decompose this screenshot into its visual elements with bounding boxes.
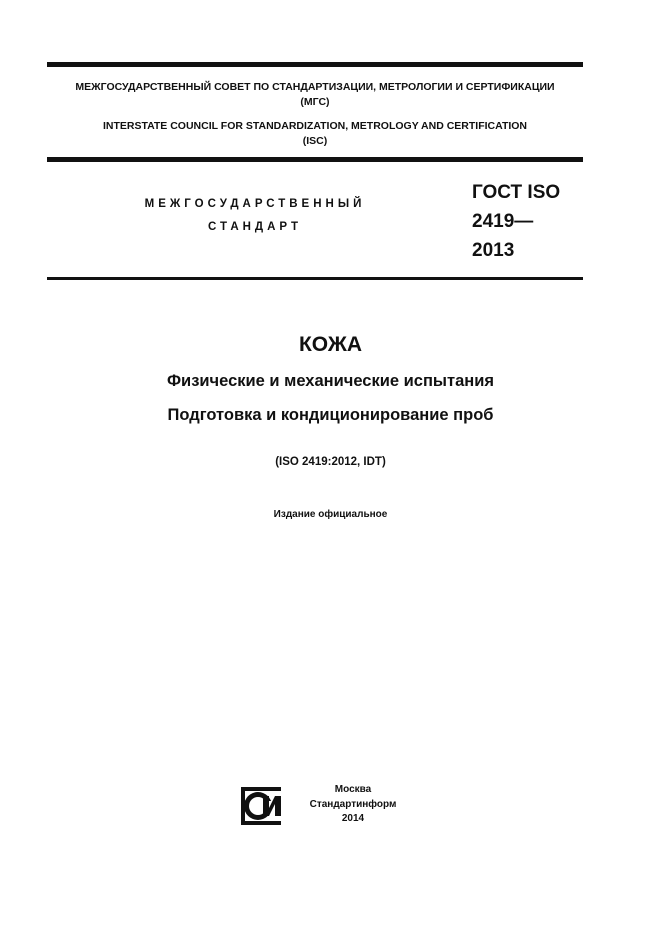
standard-label-line1: МЕЖГОСУДАРСТВЕННЫЙ [144,198,366,210]
council-en-abbr: (ISC) [302,135,328,147]
designation-line3: 2013 [472,240,515,261]
council-en-name: INTERSTATE COUNCIL FOR STANDARDIZATION, METROLOGY AND CERTIFICATION [102,120,528,132]
council-ru-abbr: (МГС) [300,96,330,108]
publisher-block [296,783,410,827]
document-subtitle-2: Подготовка и кондиционирование проб [167,406,494,424]
council-en [47,119,583,149]
top-rule [47,62,583,67]
document-subtitle-1: Физические и механические испытания [166,372,495,390]
iso-reference: (ISO 2419:2012, IDT) [275,456,386,468]
standard-designation [472,178,592,265]
document-title: КОЖА [298,333,363,356]
standard-label-line2: СТАНДАРТ [208,221,302,233]
designation-line2: 2419— [472,211,534,232]
council-ru-name: МЕЖГОСУДАРСТВЕННЫЙ СОВЕТ ПО СТАНДАРТИЗАЦИИ, МЕТРОЛОГИИ И СЕРТИФИКАЦИИ [75,81,555,93]
publisher-name: Стандартинформ [309,798,397,810]
designation-line1: ГОСТ ISO [472,182,561,203]
middle-rule [47,157,583,162]
publisher-city: Москва [334,784,372,795]
publisher-year: 2014 [341,813,365,824]
edition-note: Издание официальное [273,509,388,520]
council-ru [47,80,583,110]
standartinform-logo-icon [235,783,287,829]
bottom-rule [47,277,583,280]
